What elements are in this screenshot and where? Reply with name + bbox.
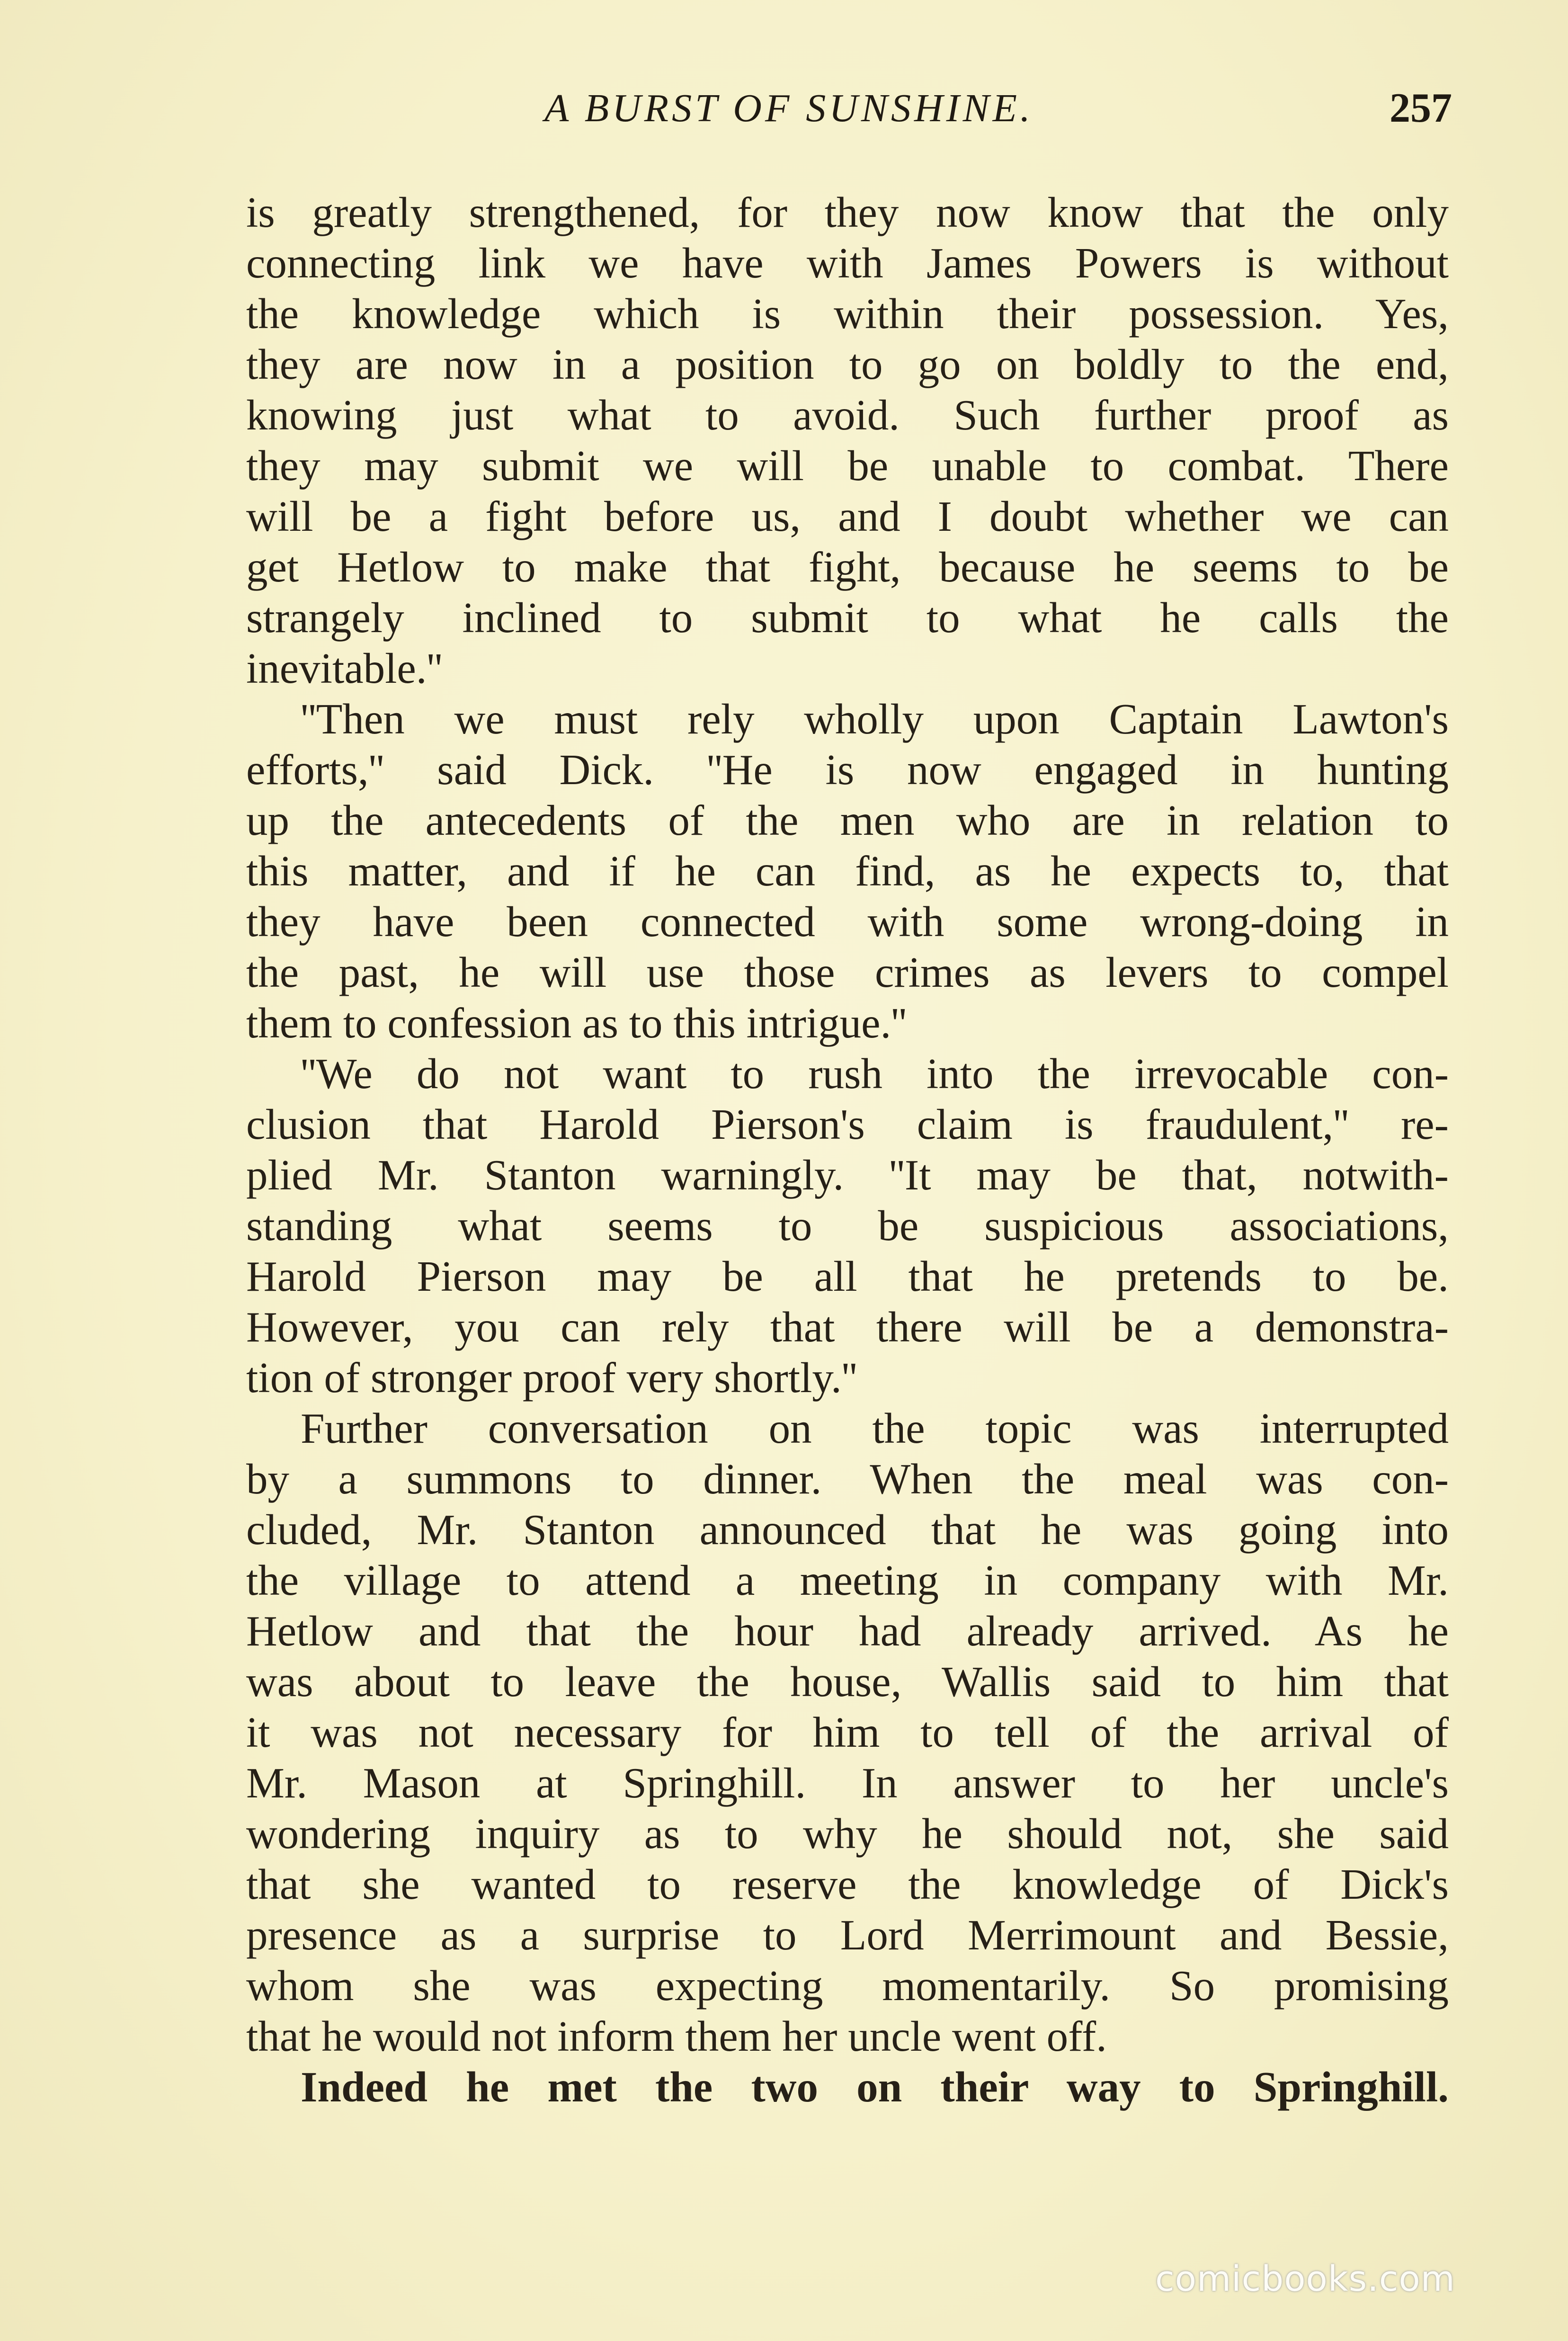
running-title: A BURST OF SUNSHINE. <box>544 86 1033 130</box>
text-line: clusion that Harold Pierson's claim is fraudulent,'' re- <box>246 1100 1449 1148</box>
text-line: inevitable.'' <box>246 644 443 692</box>
text-line: presence as a surprise to Lord Merrimount and Bessie, <box>246 1911 1449 1959</box>
text-line: up the antecedents of the men who are in relation to <box>246 796 1449 844</box>
text-line: Hetlow and that the hour had already arrived. As he <box>246 1607 1449 1655</box>
text-line: Harold Pierson may be all that he pretends to be. <box>246 1252 1449 1300</box>
text-line: they are now in a position to go on boldly to the end, <box>246 340 1449 388</box>
text-line: plied Mr. Stanton warningly. ''It may be that, notwith- <box>246 1151 1449 1199</box>
text-line: whom she was expecting momentarily. So promising <box>246 1962 1449 2010</box>
text-line: will be a fight before us, and I doubt whether we can <box>246 492 1449 540</box>
text-line: Further conversation on the topic was interrupted <box>301 1404 1449 1452</box>
text-line: tion of stronger proof very shortly.'' <box>246 1354 857 1402</box>
text-line: they may submit we will be unable to combat. There <box>246 442 1449 490</box>
text-line: the past, he will use those crimes as levers to compel <box>246 948 1449 996</box>
text-line: However, you can rely that there will be a demonstra- <box>246 1303 1449 1351</box>
text-line: is greatly strengthened, for they now know that the only <box>246 188 1449 236</box>
text-line: wondering inquiry as to why he should not, she said <box>246 1810 1449 1858</box>
text-line: cluded, Mr. Stanton announced that he was going into <box>246 1506 1449 1554</box>
page-number: 257 <box>1390 85 1452 131</box>
text-line: the knowledge which is within their possession. Yes, <box>246 290 1449 338</box>
text-line: Indeed he met the two on their way to Springhill. <box>301 2063 1449 2111</box>
watermark: comicbooks.com <box>1155 2259 1455 2299</box>
text-line: it was not necessary for him to tell of the arrival of <box>246 1708 1449 1756</box>
body-text <box>246 187 1449 2112</box>
text-line: them to confession as to this intrigue.'' <box>246 999 907 1047</box>
text-line: the village to attend a meeting in company with Mr. <box>246 1556 1449 1604</box>
text-line: that he would not inform them her uncle went off. <box>246 2012 1107 2060</box>
text-line: knowing just what to avoid. Such further proof as <box>246 391 1449 439</box>
text-line: connecting link we have with James Powers is without <box>246 239 1449 287</box>
text-line: that she wanted to reserve the knowledge of Dick's <box>246 1860 1449 1908</box>
text-line: this matter, and if he can find, as he expects to, that <box>246 847 1449 895</box>
text-line: strangely inclined to submit to what he calls the <box>246 594 1449 642</box>
text-line: Mr. Mason at Springhill. In answer to her uncle's <box>246 1759 1449 1807</box>
text-line: ''Then we must rely wholly upon Captain Lawton's <box>301 695 1449 743</box>
text-line: ''We do not want to rush into the irrevocable con- <box>301 1050 1449 1098</box>
text-line: get Hetlow to make that fight, because he seems to be <box>246 543 1449 591</box>
text-line: was about to leave the house, Wallis said to him that <box>246 1658 1449 1706</box>
text-line: by a summons to dinner. When the meal was con- <box>246 1455 1449 1503</box>
text-line: standing what seems to be suspicious associations, <box>246 1202 1449 1250</box>
text-line: efforts,'' said Dick. ''He is now engaged in hunting <box>246 746 1449 794</box>
text-line: they have been connected with some wrong-doing in <box>246 898 1449 946</box>
